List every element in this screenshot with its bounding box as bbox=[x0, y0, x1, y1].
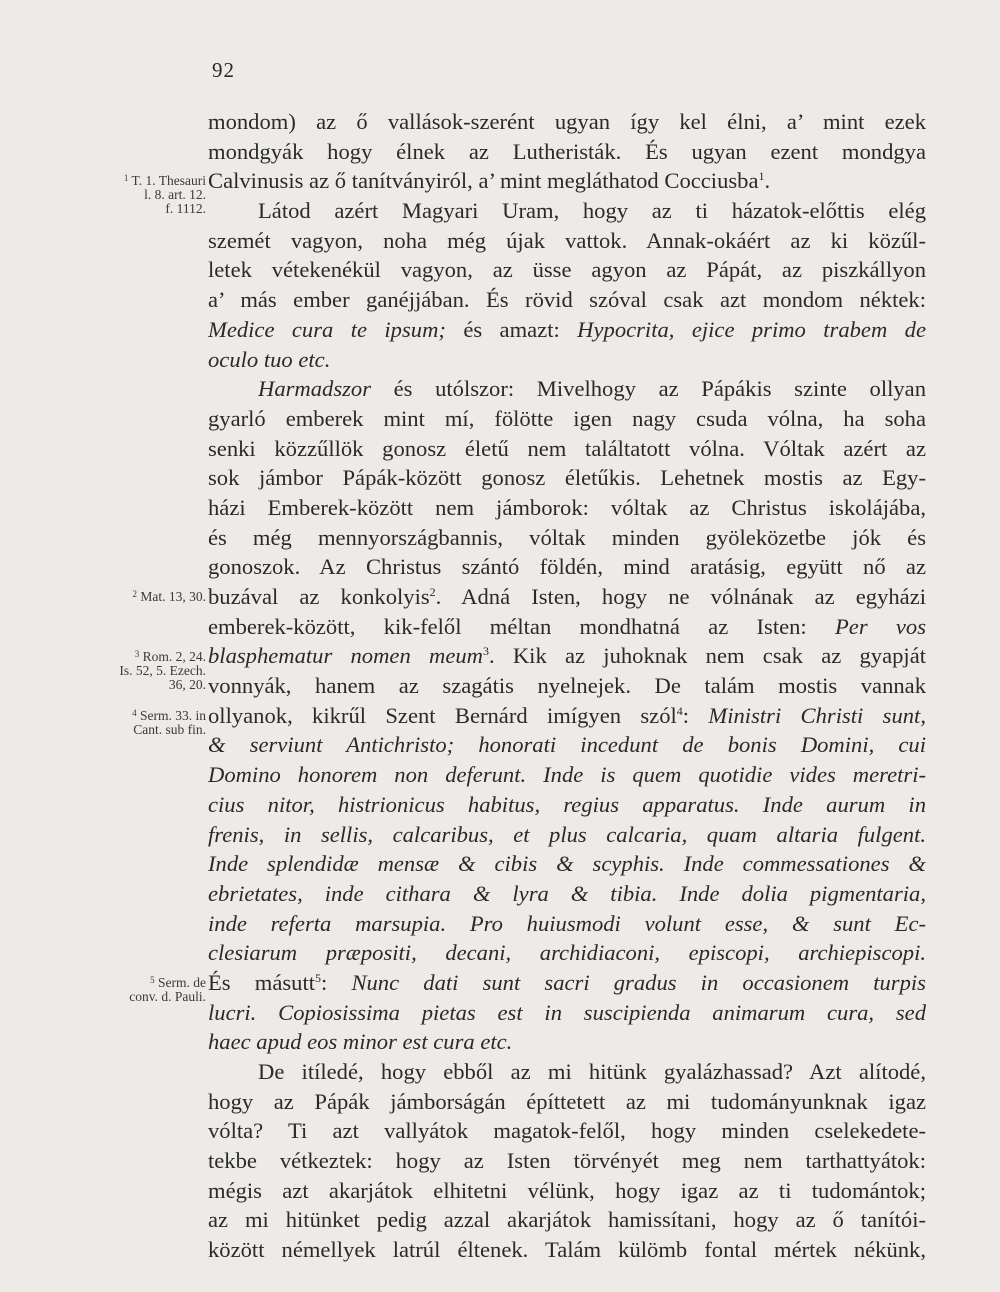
text-line bbox=[0, 493, 1000, 523]
line-text bbox=[208, 909, 926, 939]
text-segment: és amazt: bbox=[445, 316, 578, 342]
footnote-ref: 2 bbox=[429, 585, 436, 599]
line-text bbox=[208, 820, 926, 850]
line-text bbox=[208, 255, 926, 285]
text-segment: letek vétekenékül vagyon, az üsse agyon az Pápát, az piszkállyon bbox=[208, 257, 926, 283]
text-line bbox=[0, 760, 1000, 790]
line-text bbox=[208, 463, 926, 493]
line-text bbox=[208, 938, 926, 968]
margin-note-line bbox=[124, 202, 206, 216]
margin-note-text: l. 8. art. 12. bbox=[144, 187, 206, 203]
text-segment: & serviunt Antichristo; honorati incedunt de bonis Domini, cui bbox=[208, 732, 926, 758]
text-segment: tekbe vétkeztek: hogy az Isten törvényét meg nem tarthattyátok: bbox=[208, 1148, 926, 1174]
footnote-ref: 1 bbox=[758, 169, 765, 184]
line-text bbox=[208, 701, 926, 731]
text-segment: vólta? Ti azt vallyátok magatok-felől, hogy minden cselekedete- bbox=[208, 1118, 926, 1144]
line-text bbox=[208, 879, 926, 909]
text-segment: a’ más ember ganéjjában. És rövid szóval csak azt mondom néktek: bbox=[208, 287, 926, 313]
text-segment: . Kik az juhoknak nem csak az gyapját bbox=[488, 643, 926, 669]
margin-note-text: 36, 20. bbox=[168, 676, 206, 692]
text-segment: ebrietates, inde cithara & lyra & tibia. Inde dolia pigmentaria, bbox=[208, 880, 926, 906]
margin-note-text: Is. 52, 5. Ezech. bbox=[119, 662, 206, 678]
text-segment: . bbox=[764, 168, 771, 194]
text-segment: gonoszok. Az Christus szántó földén, mind aratásig, együtt nő az bbox=[208, 554, 926, 580]
text-line bbox=[0, 938, 1000, 968]
text-line bbox=[0, 1176, 1000, 1206]
margin-note-text: conv. d. Pauli. bbox=[129, 989, 206, 1005]
text-segment: mondgyák hogy élnek az Lutheristák. És ugyan ezent mondgya bbox=[208, 138, 926, 164]
text-line bbox=[0, 879, 1000, 909]
margin-note-line bbox=[119, 664, 206, 678]
text-segment: De itíledé, hogy ebből az mi hitünk gyalázhassad? Azt alítodé, bbox=[258, 1059, 926, 1084]
line-text bbox=[208, 345, 926, 375]
margin-note-text: Serm. 33. in bbox=[140, 708, 206, 723]
text-segment: Medice cura te ipsum; bbox=[208, 316, 446, 342]
margin-note-text: Mat. 13, 30. bbox=[140, 589, 206, 605]
text-line bbox=[0, 1146, 1000, 1176]
margin-note-number: 1 bbox=[123, 173, 129, 184]
margin-note-text: f. 1112. bbox=[165, 201, 206, 217]
margin-note-line bbox=[124, 174, 206, 188]
line-text bbox=[208, 315, 926, 345]
margin-note-number: 5 bbox=[150, 975, 155, 986]
text-segment: az mi hitünket pedig azzal akarjátok hamissítani, hogy az ő tanítói- bbox=[208, 1207, 926, 1233]
text-segment: oculo tuo etc. bbox=[208, 346, 331, 372]
text-segment: És másutt bbox=[208, 969, 315, 995]
text-line bbox=[0, 523, 1000, 553]
line-text bbox=[208, 493, 926, 523]
margin-note-line bbox=[132, 709, 206, 723]
text-segment: : bbox=[321, 969, 352, 995]
text-line bbox=[0, 1235, 1000, 1265]
text-segment: Domino honorem non deferunt. Inde is quem quotidie vides meretri- bbox=[208, 762, 926, 788]
line-text bbox=[258, 1057, 926, 1087]
text-segment: szemét vagyon, noha még újak vattok. Annak-okáért az ki közűl- bbox=[208, 227, 926, 253]
margin-note-line bbox=[124, 188, 206, 202]
text-line bbox=[0, 1027, 1000, 1057]
text-line bbox=[0, 285, 1000, 315]
text-segment: Per vos bbox=[834, 613, 926, 639]
margin-note bbox=[132, 709, 206, 737]
margin-note-text: T. 1. Thesauri bbox=[131, 173, 206, 189]
margin-note-text: Rom. 2, 24. bbox=[142, 648, 206, 664]
text-segment: és utólszor: Mivelhogy az Pápákis szinte ollyan bbox=[371, 376, 926, 402]
line-text bbox=[208, 404, 926, 434]
text-line bbox=[0, 1205, 1000, 1235]
text-line bbox=[0, 790, 1000, 820]
line-text bbox=[208, 137, 926, 167]
text-segment: emberek-között, kik-felől méltan mondhatná az Isten: bbox=[208, 613, 835, 639]
text-line bbox=[0, 107, 1000, 137]
text-line bbox=[0, 404, 1000, 434]
text-line bbox=[0, 552, 1000, 582]
text-segment: buzával az konkolyis bbox=[208, 584, 430, 609]
margin-note-line bbox=[119, 650, 206, 664]
line-text bbox=[208, 790, 926, 820]
text-segment: vonnyák, hanem az szagátis nyelnejek. De talám mostis vannak bbox=[208, 673, 926, 699]
line-text bbox=[208, 998, 926, 1028]
text-segment: Inde splendidæ mensæ & cibis & scyphis. Inde commessationes & bbox=[208, 851, 926, 877]
text-line bbox=[0, 820, 1000, 850]
text-segment: Ministri Christi sunt, bbox=[708, 702, 926, 728]
text-line bbox=[0, 137, 1000, 167]
margin-note-line bbox=[132, 723, 206, 737]
margin-note-text: Cant. sub fin. bbox=[133, 722, 206, 737]
footnote-ref: 4 bbox=[676, 703, 683, 718]
line-text bbox=[208, 641, 926, 671]
text-segment: inde referta marsupia. Pro huiusmodi volunt esse, & sunt Ec- bbox=[208, 910, 926, 936]
text-segment: . Adná Isten, hogy ne vólnának az egyházi bbox=[435, 584, 926, 609]
text-segment: cius nitor, histrionicus habitus, regius apparatus. Inde aurum in bbox=[208, 791, 926, 817]
text-segment: frenis, in sellis, calcaribus, et plus calcaria, quam altaria fulgent. bbox=[208, 821, 926, 847]
line-text bbox=[258, 374, 926, 404]
text-segment: Nunc dati sunt sacri gradus in occasionem turpis bbox=[351, 969, 926, 995]
text-segment: gyarló emberek mint mí, fölötte igen nagy csuda vólna, ha soha bbox=[208, 405, 926, 431]
line-text bbox=[208, 523, 926, 553]
text-line bbox=[0, 255, 1000, 285]
text-segment: mondom) az ő vallások-szerént ugyan így kel élni, a’ mint ezek bbox=[208, 109, 926, 134]
line-text bbox=[208, 849, 926, 879]
margin-note-number: 3 bbox=[134, 648, 140, 659]
text-segment: mégis azt akarjátok elhitetni vélünk, hogy igaz az ti tudomántok; bbox=[208, 1177, 926, 1203]
line-text bbox=[208, 434, 926, 464]
line-text bbox=[208, 1176, 926, 1206]
margin-note bbox=[119, 650, 206, 692]
line-text bbox=[208, 1205, 926, 1235]
text-segment: hogy az Pápák jámborságán építtetett az mi tudományunknak igaz bbox=[208, 1088, 926, 1114]
line-text bbox=[208, 107, 926, 137]
text-line bbox=[0, 226, 1000, 256]
text-segment: senki közzűllök gonosz életű nem találtatott vólna. Vóltak azért az bbox=[208, 435, 926, 461]
line-text bbox=[208, 968, 926, 998]
text-segment: haec apud eos minor est cura etc. bbox=[208, 1029, 513, 1055]
text-segment: Harmadszor bbox=[258, 376, 371, 402]
text-segment: ollyanok, kikrűl Szent Bernárd imígyen szól bbox=[208, 702, 677, 728]
text-line bbox=[0, 374, 1000, 404]
text-line bbox=[0, 345, 1000, 375]
line-text bbox=[208, 285, 926, 315]
text-segment: clesiarum præpositi, decani, archidiaconi, episcopi, archiepiscopi. bbox=[208, 940, 926, 966]
line-text bbox=[208, 226, 926, 256]
text-segment: sok jámbor Pápák-között gonosz életűkis. Lehetnek mostis az Egy- bbox=[208, 465, 926, 491]
line-text bbox=[208, 1027, 926, 1057]
line-text bbox=[208, 671, 926, 701]
text-line bbox=[0, 909, 1000, 939]
text-segment: között némellyek latrúl éltenek. Talám külömb fontal mértek nékünk, bbox=[208, 1237, 926, 1263]
text-line bbox=[0, 315, 1000, 345]
text-segment: blasphematur nomen meum bbox=[208, 643, 483, 669]
line-text bbox=[208, 1116, 926, 1146]
line-text bbox=[208, 760, 926, 790]
page-number: 92 bbox=[212, 58, 235, 82]
margin-note-line bbox=[119, 678, 206, 692]
line-text bbox=[208, 612, 926, 642]
line-text bbox=[208, 582, 926, 612]
text-segment: házi Emberek-között nem jámborok: vóltak az Christus iskolájába, bbox=[208, 494, 926, 520]
margin-note-line bbox=[129, 990, 206, 1004]
text-line bbox=[0, 612, 1000, 642]
text-line bbox=[0, 1116, 1000, 1146]
text-segment: lucri. Copiosissima pietas est in suscipienda animarum cura, sed bbox=[208, 999, 926, 1025]
text-segment: Látod azért Magyari Uram, hogy az ti házatok-előttis elég bbox=[258, 198, 926, 224]
margin-note-text: Serm. de bbox=[158, 975, 206, 991]
line-text bbox=[208, 1146, 926, 1176]
text-line bbox=[0, 849, 1000, 879]
footnote-ref: 5 bbox=[315, 970, 321, 985]
margin-note bbox=[133, 590, 207, 604]
line-text bbox=[208, 166, 926, 196]
text-segment: : bbox=[682, 702, 709, 728]
margin-note bbox=[129, 976, 206, 1004]
line-text bbox=[208, 1087, 926, 1117]
margin-note-line bbox=[129, 976, 206, 990]
footnote-ref: 3 bbox=[482, 644, 489, 659]
margin-note-number: 4 bbox=[132, 708, 137, 718]
line-text bbox=[258, 196, 926, 226]
line-text bbox=[208, 1235, 926, 1265]
margin-note-line bbox=[133, 590, 207, 604]
margin-note-number: 2 bbox=[132, 589, 137, 600]
text-segment: és még mennyországbannis, vóltak minden gyöleközetbe jók és bbox=[208, 524, 926, 550]
margin-note bbox=[124, 174, 206, 216]
text-line bbox=[0, 1057, 1000, 1087]
text-line bbox=[0, 463, 1000, 493]
text-line bbox=[0, 1087, 1000, 1117]
line-text bbox=[208, 552, 926, 582]
line-text bbox=[208, 730, 926, 760]
text-segment: Hypocrita, ejice primo trabem de bbox=[577, 316, 926, 342]
text-segment: Calvinusis az ő tanítványiról, a’ mint megláthatod Cocciusba bbox=[208, 168, 759, 194]
text-line bbox=[0, 434, 1000, 464]
